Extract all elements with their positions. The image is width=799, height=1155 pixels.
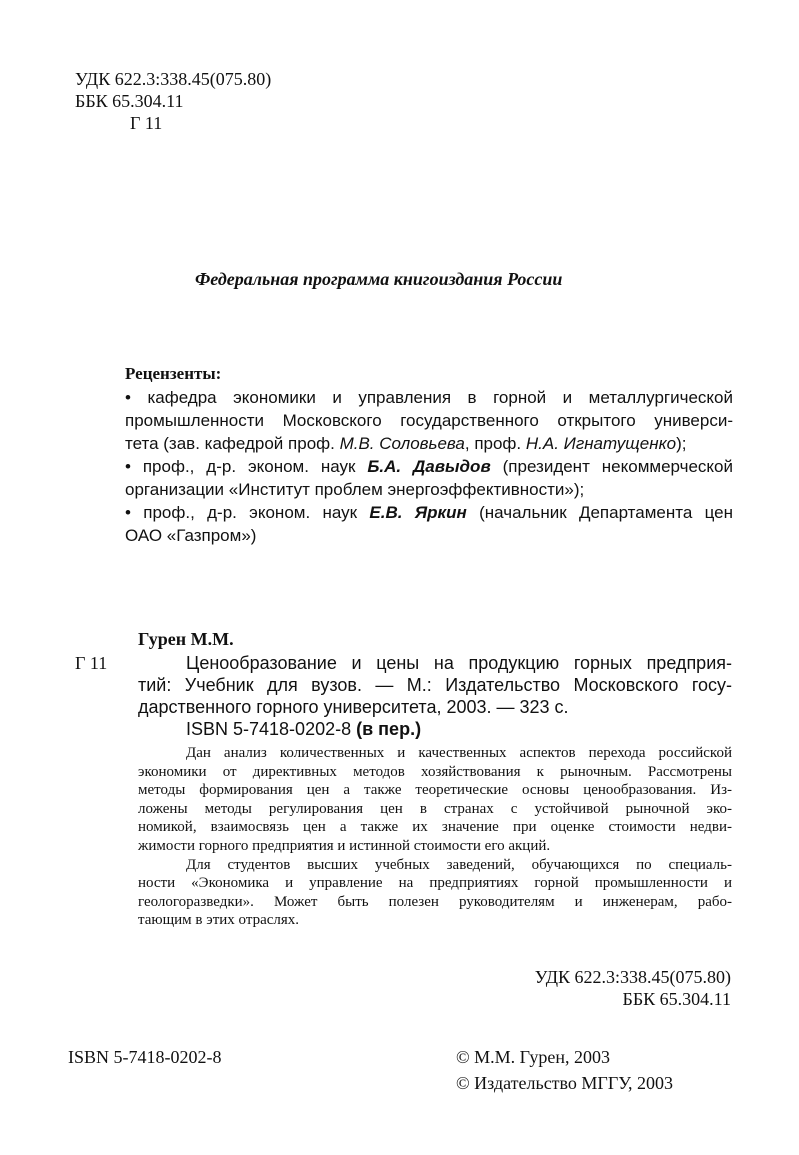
catalog-title-line-1: Ценообразование и цены на продукцию горных предприя- [186,653,732,673]
copyright-publisher: © Издательство МГГУ, 2003 [456,1073,674,1093]
reviewer-2-post: (президент некоммерческой [490,457,733,476]
reviewer-item-3 [125,501,733,547]
copyright-author: © М.М. Гурен, 2003 [456,1047,611,1067]
bottom-codes-block [535,966,731,1010]
abstract-line-2: экономики от директивных методов хозяйствования к рыночным. Рассмотрены [138,763,732,780]
catalog-title-line-3: дарственного горного университета, 2003. — 323 с. [138,697,569,717]
footer-isbn: ISBN 5-7418-0202-8 [68,1047,222,1067]
reviewers-list [125,386,733,547]
catalog-isbn: ISBN 5-7418-0202-8 [186,719,352,739]
reviewer-1-name-1: М.В. Соловьева [339,434,465,453]
catalog-mark: Г 11 [75,653,108,673]
federal-program-line: Федеральная программа книгоиздания России [195,269,563,289]
catalog-title-line-2: тий: Учебник для вузов. — М.: Издательство Московского госу- [138,675,732,695]
author-mark: Г 11 [130,113,163,133]
reviewer-1-name-2: Н.А. Игнатущенко [525,434,677,453]
reviewer-3-pre: • проф., д-р. эконом. наук [125,503,370,522]
catalog-author-name: Гурен М.М. [138,629,234,649]
reviewer-1-line-3 [125,432,733,455]
reviewer-1-mid: , проф. [464,434,526,453]
reviewer-3-line-1 [125,501,733,524]
catalog-binding: (в пер.) [356,719,422,739]
reviewer-item-1 [125,386,733,455]
catalog-abstract [138,744,732,930]
reviewers-heading: Рецензенты: [125,364,222,383]
bottom-udk-code: УДК 622.3:338.45(075.80) [534,967,731,987]
reviewer-3-line-2: ОАО «Газпром») [125,526,257,545]
reviewer-2-line-1 [125,455,733,478]
reviewer-1-text: тета (зав. кафедрой проф. [125,434,340,453]
top-codes-block [75,68,271,134]
abstract-line-6: жимости горного предприятия и истинной стоимости его акций. [138,837,551,854]
catalog-author [138,628,234,650]
reviewer-2-pre: • проф., д-р. эконом. наук [125,457,368,476]
abstract-line-3: методы формирования цен а также теоретические основы ценообразования. Из- [138,782,732,799]
reviewer-1-line-2: промышленности Московского государственного открытого универси- [125,411,733,430]
udk-code: УДК 622.3:338.45(075.80) [75,69,272,89]
audience-line-3: геологоразведки». Может быть полезен руководителям и инженерам, рабо- [138,893,732,910]
reviewer-2-name: Б.А. Давыдов [367,457,491,476]
reviewer-1-line-1: • кафедра экономики и управления в горной и металлургической [125,388,733,407]
audience-line-1: Для студентов высших учебных заведений, обучающихся по специаль- [186,856,732,873]
abstract-line-5: номикой, взаимосвязь цен а также их значение при оценке стоимости недви- [138,819,732,836]
reviewer-1-end: ); [676,434,687,453]
abstract-line-1: Дан анализ количественных и качественных аспектов перехода российской [186,745,732,761]
audience-line-2: ности «Экономика и управление на предприятиях горной промышленности и [138,875,732,892]
bbk-code: ББК 65.304.11 [75,91,184,111]
reviewer-3-post: (начальник Департамента цен [466,503,733,522]
catalog-title-block [138,652,732,740]
reviewer-2-line-2: организации «Институт проблем энергоэффективности»); [125,480,585,499]
catalog-isbn-line [138,718,732,740]
footer-copyrights [456,1046,673,1094]
abstract-line-4: ложены методы регулирования цен в странах с устойчивой рыночной эко- [138,800,732,817]
bottom-bbk-code: ББК 65.304.11 [622,989,731,1009]
reviewer-3-name: Е.В. Яркин [369,503,467,522]
audience-line-4: тающим в этих отраслях. [138,912,300,929]
reviewer-item-2 [125,455,733,501]
